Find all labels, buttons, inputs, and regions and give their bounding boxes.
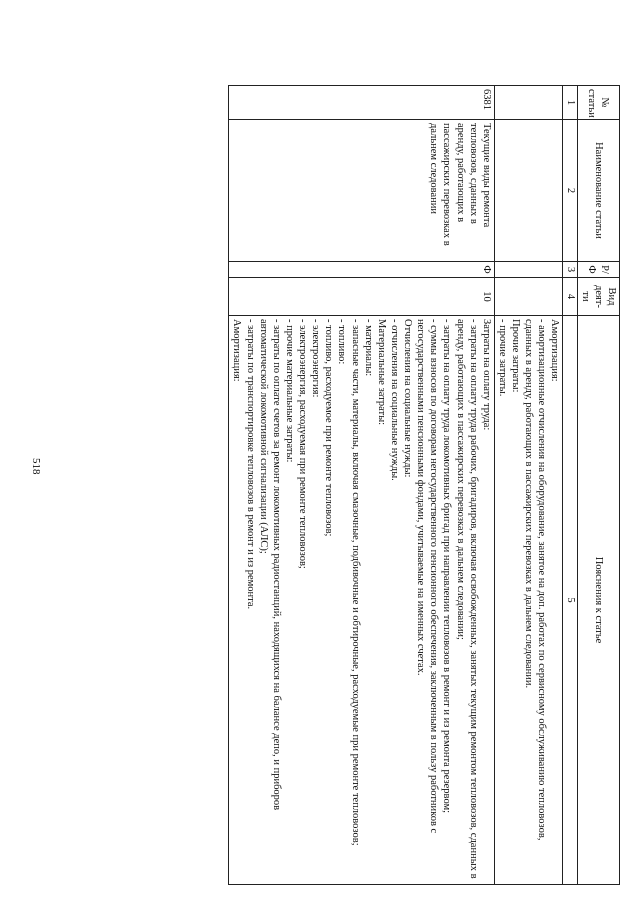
- table-row-6381: [229, 86, 495, 885]
- cell-activity: 10: [229, 278, 495, 316]
- header-row: [577, 86, 619, 885]
- note-line: - топливо, расходуемое при ремонте тепловозов;: [323, 319, 335, 537]
- note-line: Материальные затраты:: [375, 319, 387, 426]
- table-row-continued: [494, 86, 563, 885]
- note-line: - прочие материальные затраты:: [284, 319, 295, 463]
- note-line: - суммы взносов по договорам негосударственного пенсионного обеспечения, заключенным в пользу работников с негосударственными пенсионными фондами, учитываемые на именных счетах.: [415, 319, 440, 834]
- note-line: - запасные части, материалы, включая смазочные, подбивочные и обтирочные, расходуемые при ремонте тепловозов;: [349, 319, 361, 846]
- note-line: - топливо:: [336, 319, 348, 365]
- note-line: - электроэнергия, расходуемая при ремонте тепловозов;: [297, 319, 309, 569]
- col-number-2: 2: [563, 120, 577, 262]
- cell-empty: [494, 278, 563, 316]
- cost-items-table: [228, 85, 620, 885]
- note-line: - затраты на оплату труда рабочих, бригадиров, включая освобожденных, занятых текущим ремонтом тепловозов, сданных в аренду, работающих в пассажирских перевозках в дальнем следовании;: [454, 319, 479, 879]
- note-line: - отчисления на социальные нужды.: [389, 319, 400, 481]
- note-line: - амортизационные отчисления на оборудование, занятое на доп. работах по сервисному обслуживанию тепловозов, сданных в аренду, работающих в пассажирских перевозках в дальнем следовании.: [523, 319, 548, 841]
- col-number-1: 1: [563, 86, 577, 120]
- cell-notes-continued: [494, 316, 563, 885]
- header-article-number: № статьи: [577, 86, 619, 120]
- cell-empty: [494, 120, 563, 262]
- cell-notes: [229, 316, 495, 885]
- header-article-name: Наименование статьи: [577, 120, 619, 262]
- note-line: - затраты по транспортировке тепловозов в ремонт и из ремонта.: [244, 319, 256, 610]
- cell-empty: [494, 262, 563, 278]
- cell-rf: Ф: [229, 262, 495, 278]
- col-number-4: 4: [563, 278, 577, 316]
- cell-empty: [494, 86, 563, 120]
- page-number: 518: [30, 458, 42, 475]
- header-activity-type: Вид деят-ти: [577, 278, 619, 316]
- note-line: - материалы:: [362, 319, 374, 377]
- note-line: - электроэнергия:: [310, 319, 322, 398]
- header-notes: Пояснения к статье: [577, 316, 619, 885]
- cell-article-name: Текущие виды ремонта тепловозов, сданных в аренду, работающих в пассажирских перевозках в дальнем следовании: [229, 120, 495, 262]
- note-line: Затраты на оплату труда:: [480, 319, 492, 431]
- header-rf: Р/Ф: [577, 262, 619, 278]
- note-line: Прочие затраты:: [510, 319, 522, 393]
- note-line: - прочие затраты.: [497, 319, 508, 397]
- note-line: Амортизация:: [231, 319, 243, 382]
- col-number-3: 3: [563, 262, 577, 278]
- column-number-row: [563, 86, 577, 885]
- cell-article-number: 6381: [229, 86, 495, 120]
- note-line: Амортизация:: [549, 319, 561, 382]
- note-line: - затраты на оплату труда локомотивных бригад при направлении тепловозов в ремонт и из ремонта резервом;: [441, 319, 453, 814]
- note-line: Отчисления на социальные нужды:: [402, 319, 414, 478]
- col-number-5: 5: [563, 316, 577, 885]
- rotated-table-wrapper: [115, 85, 620, 885]
- note-line: - затраты по оплате счетов за ремонт локомотивных радиостанций, находящихся на балансе депо, и приборов автоматической локомотивной сигнализации (АЛС);: [257, 319, 282, 811]
